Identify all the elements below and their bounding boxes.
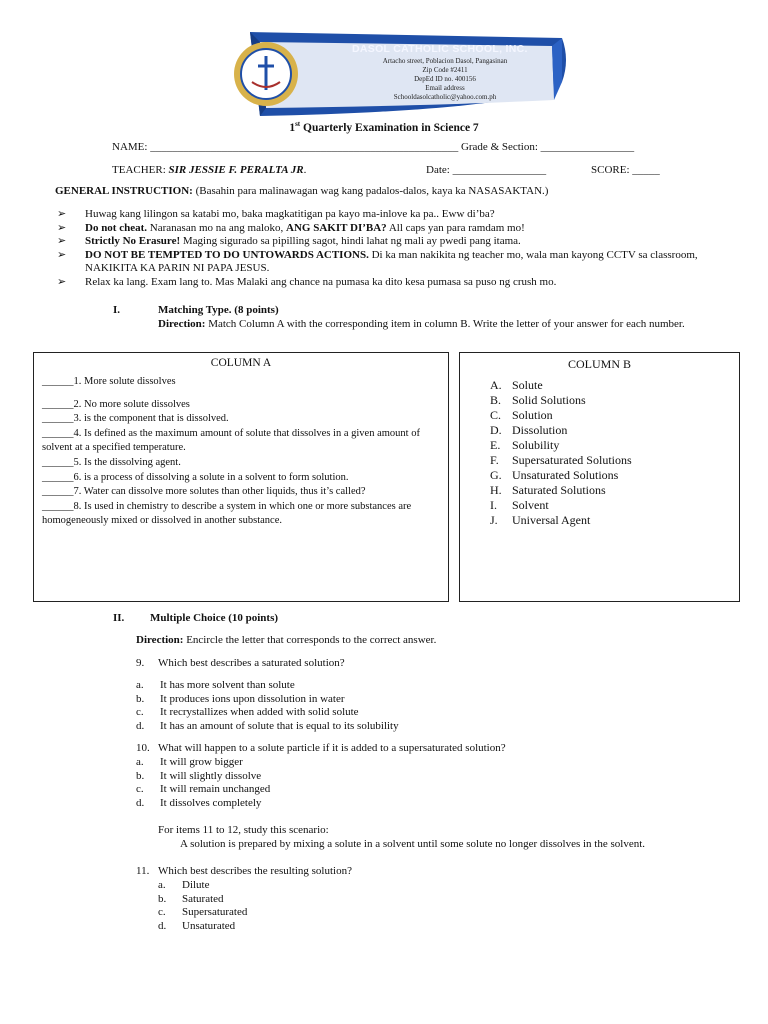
column-b-item: A. Solute xyxy=(490,378,543,392)
column-a-item: ______2. No more solute dissolves xyxy=(42,398,190,410)
school-address xyxy=(355,57,535,102)
instruction-item: ➢ Relax ka lang. Exam lang to. Mas Malaki ang chance na pumasa ka dito kesa pumasa sa puso ng crush mo. xyxy=(57,275,557,288)
answer-option[interactable]: d. It has an amount of solute that is equal to its solubility xyxy=(136,719,399,732)
section-2-title: Multiple Choice (10 points) xyxy=(150,612,279,624)
section-1-title: Matching Type. (8 points) xyxy=(158,304,279,316)
column-a-title: COLUMN A xyxy=(210,357,272,369)
general-instruction: GENERAL INSTRUCTION: (Basahin para malinawagan wag kang padalos-dalos, kaya ka NASASAKTAN.) xyxy=(55,185,549,197)
column-b-item: B. Solid Solutions xyxy=(490,393,586,407)
column-a-item: ______6. is a process of dissolving a solute in a solvent to form solution. xyxy=(42,471,349,483)
answer-option[interactable]: d. Unsaturated xyxy=(158,919,236,932)
address-line: Email address xyxy=(425,84,465,92)
column-b-item: E. Solubility xyxy=(490,438,560,452)
date-field[interactable]: Date: _________________ xyxy=(426,164,547,176)
question-11-options xyxy=(158,879,247,933)
instruction-list xyxy=(55,208,735,290)
instruction-item: ➢ Strictly No Erasure! Maging sigurado sa pipilling sagot, hindi lahat ng mali ay pwedi pang itama. xyxy=(57,235,521,248)
scenario-text: A solution is prepared by mixing a solute in a solvent until some solute no longer dissolves in the solvent. xyxy=(180,838,646,850)
question-11: 11. Which best describes the resulting solution? xyxy=(136,865,352,877)
school-name: DASOL CATHOLIC SCHOOL, INC. xyxy=(352,43,528,55)
name-grade-field[interactable]: NAME: ________________________________________________________ Grade & Section: _________________ xyxy=(112,141,635,153)
section-1-direction: Direction: Match Column A with the corresponding item in column B. Write the letter of your answer for each number. xyxy=(158,318,685,330)
address-line: DepEd ID no. 400156 xyxy=(414,75,476,83)
instruction-item: ➢ DO NOT BE TEMPTED TO DO UNTOWARDS ACTIONS. Di ka man nakikita ng teacher mo, wala man kayong CCTV sa classroom, NAKIKITA KA PARIN NI PAPA JESUS. xyxy=(57,248,698,275)
address-line: Zip Code #2411 xyxy=(422,66,468,74)
exam-title: 1st Quarterly Examination in Science 7 xyxy=(289,120,479,134)
column-b-item: F. Supersaturated Solutions xyxy=(490,453,632,467)
column-a-box xyxy=(33,352,449,602)
teacher-name: SIR JESSIE F. PERALTA JR xyxy=(168,164,304,176)
arrow-bullet-icon: ➢ xyxy=(57,221,67,234)
question-9: 9. Which best describes a saturated solution? xyxy=(136,657,345,669)
column-a-item: ______5. Is the dissolving agent. xyxy=(42,456,181,468)
answer-option[interactable]: c. Supersaturated xyxy=(158,906,248,919)
column-b-item: J. Universal Agent xyxy=(490,513,591,527)
teacher-field: TEACHER: SIR JESSIE F. PERALTA JR. xyxy=(112,164,307,176)
column-a-item: ______7. Water can dissolve more solutes than other liquids, thus it’s called? xyxy=(42,486,366,498)
address-line: Artacho street, Poblacion Dasol, Pangasinan xyxy=(382,57,508,65)
column-b-title: COLUMN B xyxy=(567,357,631,371)
column-b-item: I. Solvent xyxy=(490,498,549,512)
column-b-item: C. Solution xyxy=(490,408,553,422)
answer-option[interactable]: c. It will remain unchanged xyxy=(136,783,271,796)
arrow-bullet-icon: ➢ xyxy=(57,248,67,261)
column-b-item: D. Dissolution xyxy=(490,423,568,437)
column-a-item: ______3. is the component that is dissolved. xyxy=(42,413,229,425)
question-10: 10. What will happen to a solute particle if it is added to a supersaturated solution? xyxy=(136,742,506,754)
column-b-item: H. Saturated Solutions xyxy=(490,483,606,497)
column-a-item: ______1. More solute dissolves xyxy=(42,376,176,387)
question-9-options xyxy=(136,679,399,733)
address-line: Schooldasolcatholic@yahoo.com.ph xyxy=(393,93,497,101)
score-field[interactable]: SCORE: _____ xyxy=(591,164,660,176)
answer-option[interactable]: b. Saturated xyxy=(158,892,224,905)
column-a-item: ______8. Is used in chemistry to describe a system in which one or more substances are homogeneously mixed or dissolved in another substance. xyxy=(42,500,412,527)
section-1-numeral: I. xyxy=(113,304,121,316)
answer-option[interactable]: d. It dissolves completely xyxy=(136,796,262,809)
arrow-bullet-icon: ➢ xyxy=(57,208,67,220)
arrow-bullet-icon: ➢ xyxy=(57,275,67,288)
scenario-intro: For items 11 to 12, study this scenario: xyxy=(158,824,329,836)
section-2-numeral: II. xyxy=(113,612,125,624)
answer-option[interactable]: c. It recrystallizes when added with solid solute xyxy=(136,706,359,719)
answer-option[interactable]: b. It will slightly dissolve xyxy=(136,769,262,782)
answer-option[interactable]: a. Dilute xyxy=(158,879,210,891)
column-b-item: G. Unsaturated Solutions xyxy=(490,468,619,482)
section-2-direction: Direction: Encircle the letter that corresponds to the correct answer. xyxy=(136,634,437,646)
answer-option[interactable]: a. It has more solvent than solute xyxy=(136,679,295,691)
arrow-bullet-icon: ➢ xyxy=(57,235,67,248)
column-b-box xyxy=(459,352,740,602)
answer-option[interactable]: b. It produces ions upon dissolution in water xyxy=(136,692,345,705)
question-10-options xyxy=(136,756,270,810)
instruction-item: ➢ Huwag kang lilingon sa katabi mo, baka magkatitigan pa kayo ma-inlove ka pa.. Eww di’ba? xyxy=(57,208,495,220)
answer-option[interactable]: a. It will grow bigger xyxy=(136,756,243,768)
column-a-item: ______4. Is defined as the maximum amount of solute that dissolves in a given amount of solvent at a specified temperature. xyxy=(42,427,420,454)
instruction-item: ➢ Do not cheat. Naranasan mo na ang maloko, ANG SAKIT DI’BA? All caps yan para ramdam mo! xyxy=(57,221,525,234)
